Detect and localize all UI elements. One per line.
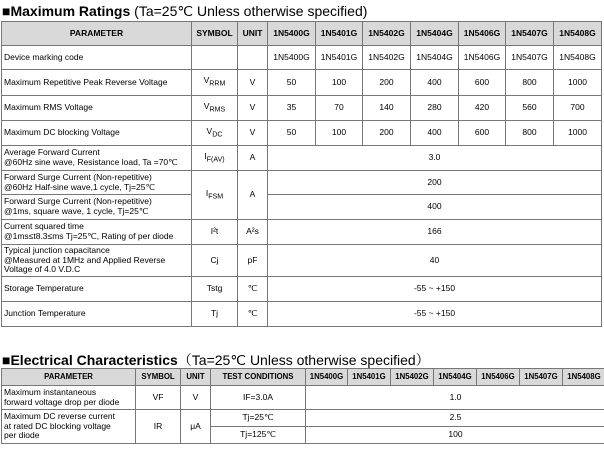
unit-cell: ℃ bbox=[238, 277, 268, 302]
header-cell: 1N5404G bbox=[434, 369, 477, 386]
table-row bbox=[2, 302, 602, 327]
unit-cell: pF bbox=[238, 245, 268, 277]
unit-cell: A bbox=[238, 146, 268, 171]
symbol-cell bbox=[192, 146, 238, 171]
value-cell: 400 bbox=[411, 121, 459, 146]
symbol-cell: Tstg bbox=[192, 277, 238, 302]
value-cell: 35 bbox=[268, 96, 316, 121]
header-cell: 1N5406G bbox=[477, 369, 520, 386]
empty-cell bbox=[238, 46, 268, 70]
electrical-characteristics-title bbox=[2, 350, 430, 370]
value-cell: 140 bbox=[363, 96, 411, 121]
param-line: @Measured at 1MHz and Applied Reverse bbox=[4, 254, 166, 265]
table-row bbox=[2, 146, 602, 171]
param-line: Maximum DC reverse current bbox=[4, 411, 115, 422]
unit-cell: A²s bbox=[238, 220, 268, 245]
table-row bbox=[2, 245, 602, 277]
param-cell: Maximum RMS Voltage bbox=[2, 96, 192, 121]
param-line: @1ms, square wave, 1 cycle, Tj=25℃ bbox=[4, 206, 149, 216]
unit-cell: ℃ bbox=[238, 302, 268, 327]
table-row bbox=[2, 96, 602, 121]
table-header-row bbox=[2, 22, 602, 46]
title-condition: （Ta=25℃ Unless otherwise specified） bbox=[177, 352, 430, 368]
header-cell: SYMBOL bbox=[192, 22, 238, 46]
electrical-characteristics-table bbox=[1, 368, 604, 444]
symbol-subscript: F(AV) bbox=[206, 155, 225, 164]
header-cell: UNIT bbox=[238, 22, 268, 46]
value-cell: 200 bbox=[363, 70, 411, 96]
param-cell: Device marking code bbox=[2, 46, 192, 70]
header-cell: 1N5406G bbox=[459, 22, 506, 46]
value-cell: 400 bbox=[411, 70, 459, 96]
param-line: @1ms≤t8.3≤ms Tj=25℃, Rating of per diode bbox=[4, 231, 174, 241]
maximum-ratings-table bbox=[1, 21, 602, 327]
header-cell: PARAMETER bbox=[2, 369, 136, 386]
symbol-text: V bbox=[203, 100, 210, 111]
symbol-text: V bbox=[206, 125, 213, 136]
symbol-text: I bbox=[204, 150, 207, 161]
value-cell: 1000 bbox=[554, 70, 602, 96]
value-cell: 600 bbox=[459, 121, 506, 146]
value-cell: 600 bbox=[459, 70, 506, 96]
header-cell: TEST CONDITIONS bbox=[211, 369, 306, 386]
param-cell bbox=[2, 410, 136, 444]
table-row bbox=[2, 46, 602, 70]
value-cell: 1N5406G bbox=[459, 46, 506, 70]
condition-cell: Tj=25℃ bbox=[211, 410, 306, 427]
unit-cell: V bbox=[238, 70, 268, 96]
symbol-subscript: FSM bbox=[208, 192, 224, 201]
table-row bbox=[2, 277, 602, 302]
value-cell: 1N5402G bbox=[363, 46, 411, 70]
symbol-cell: IR bbox=[136, 410, 181, 444]
table-row bbox=[2, 121, 602, 146]
value-cell: 1N5400G bbox=[268, 46, 316, 70]
param-cell bbox=[2, 171, 192, 195]
symbol-subscript: DC bbox=[212, 130, 223, 139]
value-cell: 100 bbox=[306, 427, 604, 444]
param-cell: Storage Temperature bbox=[2, 277, 192, 302]
unit-cell: A bbox=[238, 171, 268, 220]
maximum-ratings-title bbox=[2, 3, 367, 20]
param-cell bbox=[2, 220, 192, 245]
value-cell: 280 bbox=[411, 96, 459, 121]
param-line: forward voltage drop per diode bbox=[4, 396, 120, 407]
param-line: Forward Surge Current (Non-repetitive) bbox=[4, 196, 152, 207]
value-cell: -55 ~ +150 bbox=[268, 302, 602, 327]
value-cell: 200 bbox=[363, 121, 411, 146]
symbol-cell bbox=[192, 121, 238, 146]
param-cell: Junction Temperature bbox=[2, 302, 192, 327]
param-line: Forward Surge Current (Non-repetitive) bbox=[4, 171, 152, 182]
symbol-cell: Cj bbox=[192, 245, 238, 277]
value-cell: 1000 bbox=[554, 121, 602, 146]
header-cell: 1N5400G bbox=[306, 369, 348, 386]
header-cell: 1N5404G bbox=[411, 22, 459, 46]
value-cell: 1.0 bbox=[306, 386, 604, 410]
unit-cell: V bbox=[181, 386, 211, 410]
symbol-cell bbox=[192, 96, 238, 121]
symbol-cell: I²t bbox=[192, 220, 238, 245]
table-row bbox=[2, 171, 602, 195]
table-header-row bbox=[2, 369, 604, 386]
value-cell: 3.0 bbox=[268, 146, 602, 171]
empty-cell bbox=[192, 46, 238, 70]
title-text: Electrical Characteristics bbox=[10, 352, 178, 368]
unit-cell: V bbox=[238, 96, 268, 121]
value-cell: 100 bbox=[316, 70, 363, 96]
unit-cell: V bbox=[238, 121, 268, 146]
unit-cell: μA bbox=[181, 410, 211, 444]
table-row bbox=[2, 410, 604, 427]
symbol-cell: VF bbox=[136, 386, 181, 410]
param-cell bbox=[2, 195, 192, 220]
header-cell: SYMBOL bbox=[136, 369, 181, 386]
param-line: Current squared time bbox=[4, 221, 84, 232]
table-row bbox=[2, 195, 602, 220]
param-line: Maximum instantaneous bbox=[4, 386, 97, 397]
param-line: Average Forward Current bbox=[4, 147, 100, 158]
symbol-subscript: RRM bbox=[209, 79, 226, 88]
condition-cell: IF=3.0A bbox=[211, 386, 306, 410]
value-cell: 166 bbox=[268, 220, 602, 245]
value-cell: 1N5401G bbox=[316, 46, 363, 70]
symbol-cell: Tj bbox=[192, 302, 238, 327]
title-text: Maximum Ratings bbox=[10, 3, 131, 19]
value-cell: 40 bbox=[268, 245, 602, 277]
param-cell bbox=[2, 245, 192, 277]
value-cell: 100 bbox=[316, 121, 363, 146]
symbol-subscript: RMS bbox=[209, 105, 226, 114]
value-cell: 1N5407G bbox=[506, 46, 554, 70]
param-line: per diode bbox=[4, 430, 40, 441]
title-bullet: ■ bbox=[2, 3, 11, 19]
title-condition: (Ta=25℃ Unless otherwise specified) bbox=[130, 3, 368, 19]
symbol-cell bbox=[192, 171, 238, 220]
value-cell: 1N5404G bbox=[411, 46, 459, 70]
value-cell: -55 ~ +150 bbox=[268, 277, 602, 302]
value-cell: 560 bbox=[506, 96, 554, 121]
table-row bbox=[2, 70, 602, 96]
value-cell: 420 bbox=[459, 96, 506, 121]
param-cell bbox=[2, 386, 136, 410]
header-cell: PARAMETER bbox=[2, 22, 192, 46]
header-cell: 1N5408G bbox=[563, 369, 604, 386]
value-cell: 800 bbox=[506, 121, 554, 146]
header-cell: UNIT bbox=[181, 369, 211, 386]
table-row bbox=[2, 220, 602, 245]
header-cell: 1N5401G bbox=[348, 369, 391, 386]
header-cell: 1N5402G bbox=[363, 22, 411, 46]
param-line: Typical junction capacitance bbox=[4, 245, 110, 256]
param-line: @60Hz Half-sine wave,1 cycle, Tj=25℃ bbox=[4, 181, 156, 192]
value-cell: 2.5 bbox=[306, 410, 604, 427]
header-cell: 1N5402G bbox=[391, 369, 434, 386]
symbol-text: V bbox=[203, 75, 210, 86]
header-cell: 1N5407G bbox=[520, 369, 563, 386]
header-cell: 1N5407G bbox=[506, 22, 554, 46]
param-cell: Maximum Repetitive Peak Reverse Voltage bbox=[2, 70, 192, 96]
param-cell bbox=[2, 146, 192, 171]
table-row bbox=[2, 386, 604, 410]
value-cell: 700 bbox=[554, 96, 602, 121]
value-cell: 200 bbox=[268, 171, 602, 195]
value-cell: 1N5408G bbox=[554, 46, 602, 70]
symbol-cell bbox=[192, 70, 238, 96]
param-line: Voltage of 4.0 V.D.C bbox=[4, 264, 81, 275]
value-cell: 70 bbox=[316, 96, 363, 121]
param-line: @60Hz sine wave, Resistance load, Ta =70℃ bbox=[4, 157, 178, 167]
header-cell: 1N5400G bbox=[268, 22, 316, 46]
symbol-text: I bbox=[205, 187, 209, 198]
param-cell: Maximum DC blocking Voltage bbox=[2, 121, 192, 146]
value-cell: 50 bbox=[268, 70, 316, 96]
condition-cell: Tj=125℃ bbox=[211, 427, 306, 444]
value-cell: 400 bbox=[268, 195, 602, 220]
param-line: at rated DC blocking voltage bbox=[4, 420, 111, 431]
title-bullet: ■ bbox=[2, 352, 11, 368]
header-cell: 1N5401G bbox=[316, 22, 363, 46]
header-cell: 1N5408G bbox=[554, 22, 602, 46]
value-cell: 50 bbox=[268, 121, 316, 146]
value-cell: 800 bbox=[506, 70, 554, 96]
